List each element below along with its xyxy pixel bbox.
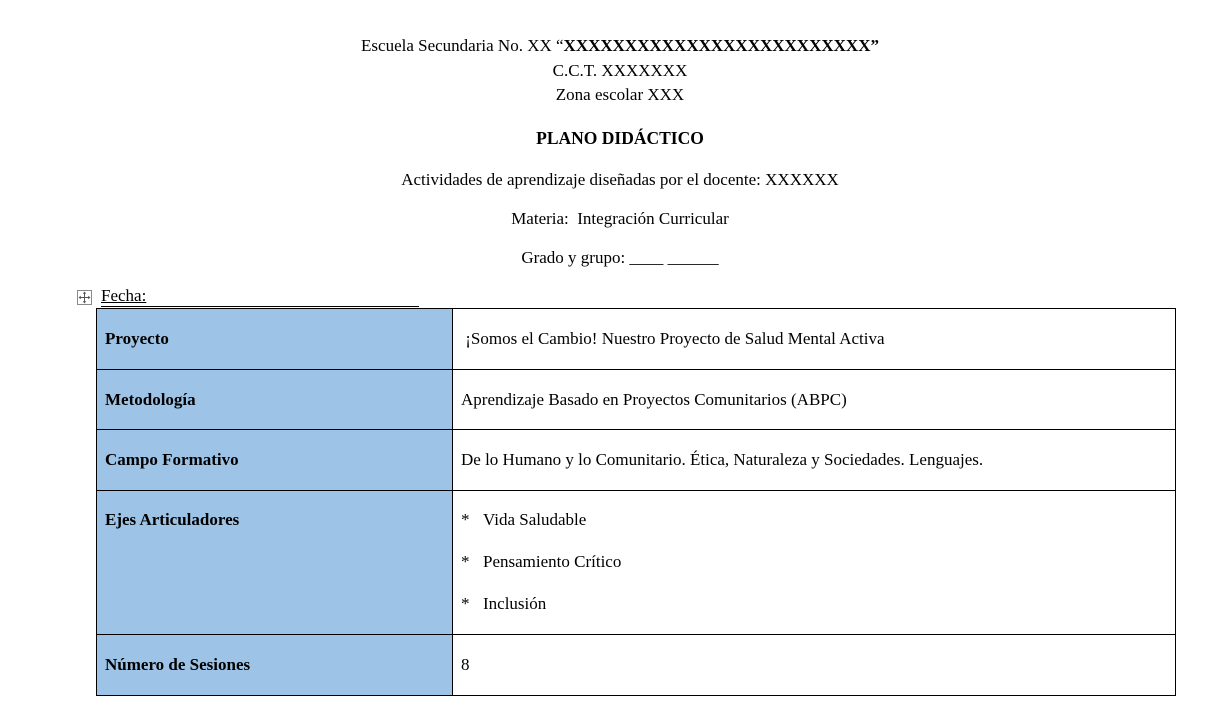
school-name-line — [0, 36, 1206, 56]
list-item — [461, 552, 1167, 594]
label-sesiones: Número de Sesiones — [97, 635, 453, 696]
bullet-star: * — [461, 552, 470, 571]
eje-text: Pensamiento Crítico — [483, 552, 622, 571]
actividades-line: Actividades de aprendizaje diseñadas por el docente: XXXXXX — [401, 170, 839, 189]
eje-text: Vida Saludable — [483, 510, 587, 529]
value-metodologia: Aprendizaje Basado en Proyectos Comunitarios (ABPC) — [453, 370, 1176, 430]
list-item — [461, 594, 1167, 614]
value-proyecto — [453, 309, 1176, 370]
table-row-sesiones — [97, 635, 1176, 696]
value-campo-formativo: De lo Humano y lo Comunitario. Ética, Naturaleza y Sociedades. Lenguajes. — [453, 430, 1176, 491]
zona-line: Zona escolar XXX — [555, 85, 685, 104]
school-name: XXXXXXXXXXXXXXXXXXXXXXXXX” — [563, 36, 879, 55]
bullet-star: * — [461, 510, 470, 529]
materia-line: Materia: Integración Curricular — [511, 209, 729, 228]
ejes-list — [461, 510, 1167, 614]
value-sesiones: 8 — [453, 635, 1176, 696]
table-move-handle-icon[interactable] — [77, 290, 92, 305]
fecha-field — [101, 286, 419, 307]
value-ejes — [453, 491, 1176, 635]
label-ejes: Ejes Articuladores — [97, 491, 453, 635]
value-proyecto-text: ¡Somos el Cambio! Nuestro Proyecto de Salud Mental Activa — [465, 329, 885, 348]
list-item — [461, 510, 1167, 552]
table-row-proyecto — [97, 309, 1176, 370]
plan-table — [96, 308, 1176, 696]
label-metodologia: Metodología — [97, 370, 453, 430]
grado-line: Grado y grupo: ____ ______ — [521, 248, 719, 267]
cct-line: C.C.T. XXXXXXX — [552, 61, 688, 80]
eje-text: Inclusión — [483, 594, 547, 613]
school-prefix: Escuela Secundaria No. XX “ — [361, 36, 564, 55]
label-proyecto: Proyecto — [97, 309, 453, 370]
page-title: PLANO DIDÁCTICO — [536, 128, 704, 148]
label-campo-formativo: Campo Formativo — [97, 430, 453, 491]
table-row-campo-formativo — [97, 430, 1176, 491]
table-row-ejes — [97, 491, 1176, 635]
fecha-label: Fecha: — [101, 286, 147, 305]
bullet-star: * — [461, 594, 470, 613]
table-row-metodologia — [97, 370, 1176, 430]
